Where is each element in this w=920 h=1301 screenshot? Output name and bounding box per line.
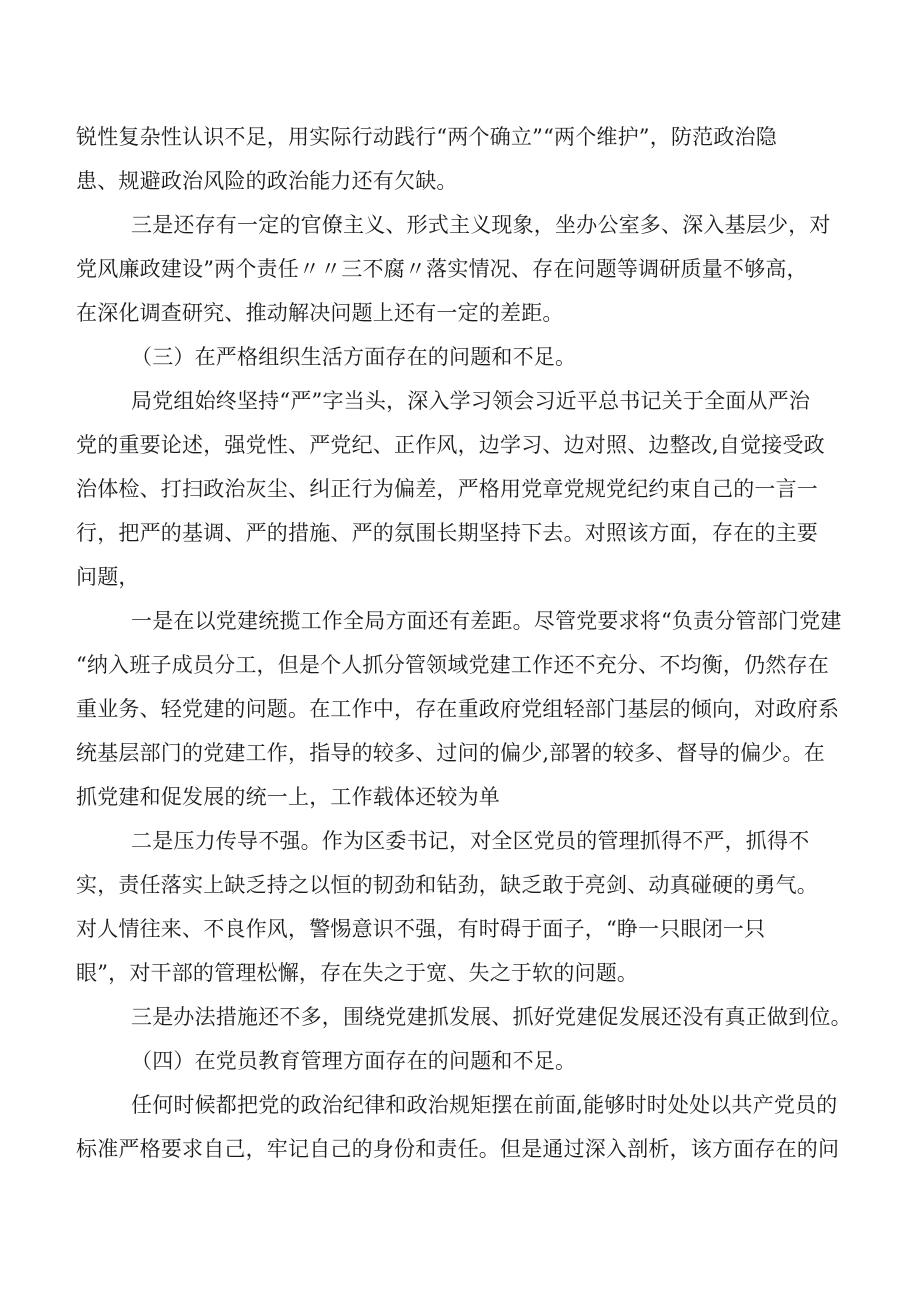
text-line: 在深化调查研究、推动解决问题上还有一定的差距。 [76,301,564,325]
text-line: 患、规避政治风险的政治能力还有欠缺。 [76,169,458,193]
text-line: 对人情往来、不良作风，警惕意识不强，有时碍于面子，“睁一只眼闭一只 [76,917,766,941]
text-line: 二是压力传导不强。作为区委书记，对全区党员的管理抓得不严，抓得不 [131,829,810,853]
text-line: 局党组始终坚持“严”字当头，深入学习领会习近平总书记关于全面从严治 [131,389,811,413]
text-line: 问题， [76,565,140,589]
text-line: 党的重要论述，强党性、严党纪、正作风，边学习、边对照、边整改,自觉接受政 [76,433,825,457]
text-line: 三是办法措施还不多，围绕党建抓发展、抓好党建促发展还没有真正做到位。 [131,1005,852,1029]
text-line: “纳入班子成员分工，但是个人抓分管领域党建工作还不充分、不均衡，仍然存在 [76,653,829,677]
text-line: 重业务、轻党建的问题。在工作中，存在重政府党组轻部门基层的倾向，对政府系 [76,697,840,721]
section-heading-3: （三）在严格组织生活方面存在的问题和不足。 [131,345,577,369]
text-line: 三是还存有一定的官僚主义、形式主义现象，坐办公室多、深入基层少，对 [131,213,831,237]
text-line: 一是在以党建统揽工作全局方面还有差距。尽管党要求将“负责分管部门党建 [131,609,842,633]
text-line: 治体检、打扫政治灰尘、纠正行为偏差，严格用党章党规党纪约束自己的一言一 [76,477,818,501]
text-line: 任何时候都把党的政治纪律和政治规矩摆在前面,能够时时处处以共产党员的 [131,1093,838,1117]
text-line: 标准严格要求自己，牢记自己的身份和责任。但是通过深入剖析，该方面存在的问 [76,1137,840,1161]
section-heading-4: （四）在党员教育管理方面存在的问题和不足。 [131,1049,577,1073]
text-line: 锐性复杂性认识不足，用实际行动践行“两个确立”“两个维护”，防范政治隐 [76,125,777,149]
text-line: 党风廉政建设”两个责任〃〃三不腐〃落实情况、存在问题等调研质量不够高， [76,257,808,281]
text-line: 眼”，对干部的管理松懈，存在失之于宽、失之于软的问题。 [76,961,639,985]
text-line: 统基层部门的党建工作，指导的较多、过问的偏少,部署的较多、督导的偏少。在 [76,741,825,765]
text-line: 抓党建和促发展的统一上，工作载体还较为单 [76,785,500,809]
text-line: 实，责任落实上缺乏持之以恒的韧劲和钻劲，缺乏敢于亮剑、动真碰硬的勇气。 [76,873,818,897]
text-line: 行，把严的基调、严的措施、严的氛围长期坚持下去。对照该方面，存在的主要 [76,521,818,545]
